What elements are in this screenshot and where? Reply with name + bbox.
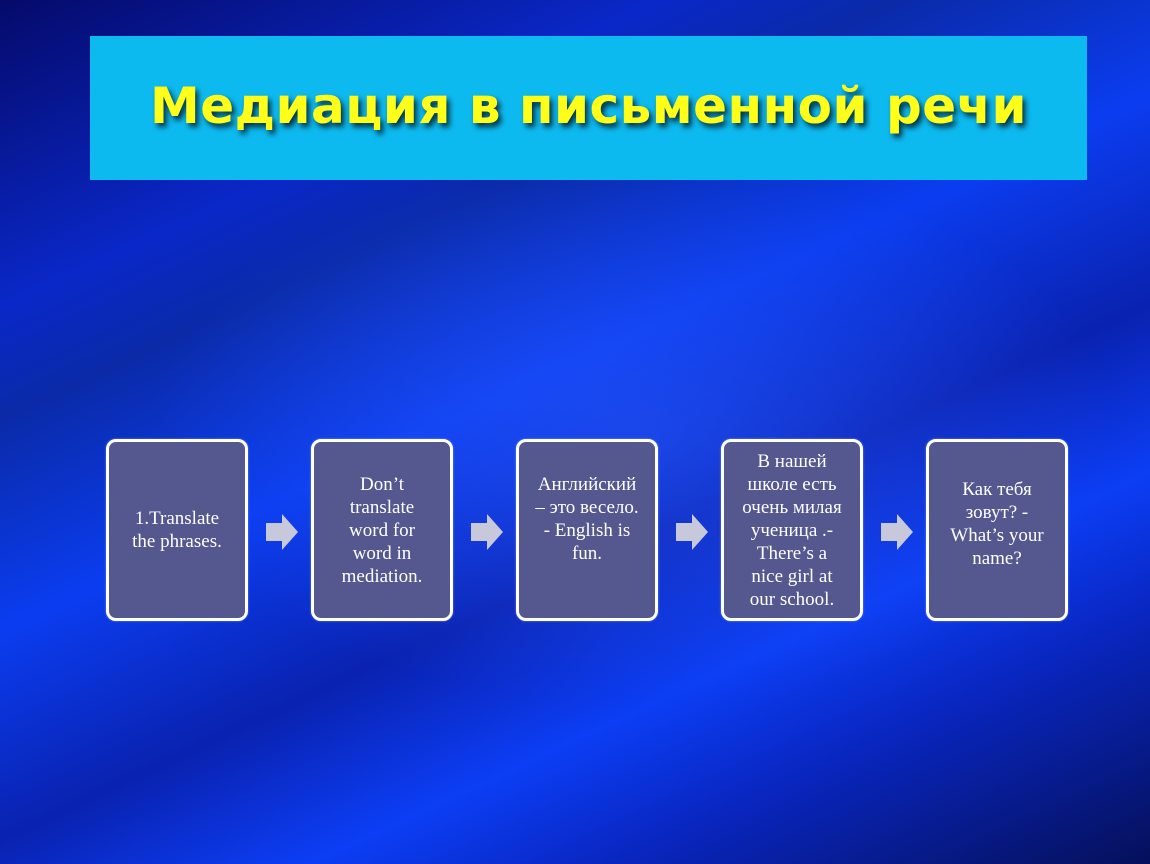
right-arrow-icon bbox=[471, 514, 503, 550]
right-arrow-icon bbox=[676, 514, 708, 550]
process-step-2 bbox=[311, 439, 453, 621]
step-text: В нашей школе есть очень милая ученица .- There’s a nice girl at our school. bbox=[742, 450, 842, 610]
right-arrow-icon bbox=[266, 514, 298, 550]
step-text: Английский – это весело. - English is fun. bbox=[535, 474, 639, 564]
process-step-4 bbox=[721, 439, 863, 621]
step-text: 1.Translate the phrases. bbox=[132, 508, 222, 552]
slide-title: Медиация в письменной речи bbox=[149, 77, 1028, 135]
process-step-3 bbox=[516, 439, 658, 621]
step-text: Как тебя зовут? - What’s your name? bbox=[950, 479, 1044, 569]
process-step-1 bbox=[106, 439, 248, 621]
step-text: Don’t translate word for word in mediation. bbox=[341, 473, 423, 587]
right-arrow-icon bbox=[881, 514, 913, 550]
process-step-5 bbox=[926, 439, 1068, 621]
